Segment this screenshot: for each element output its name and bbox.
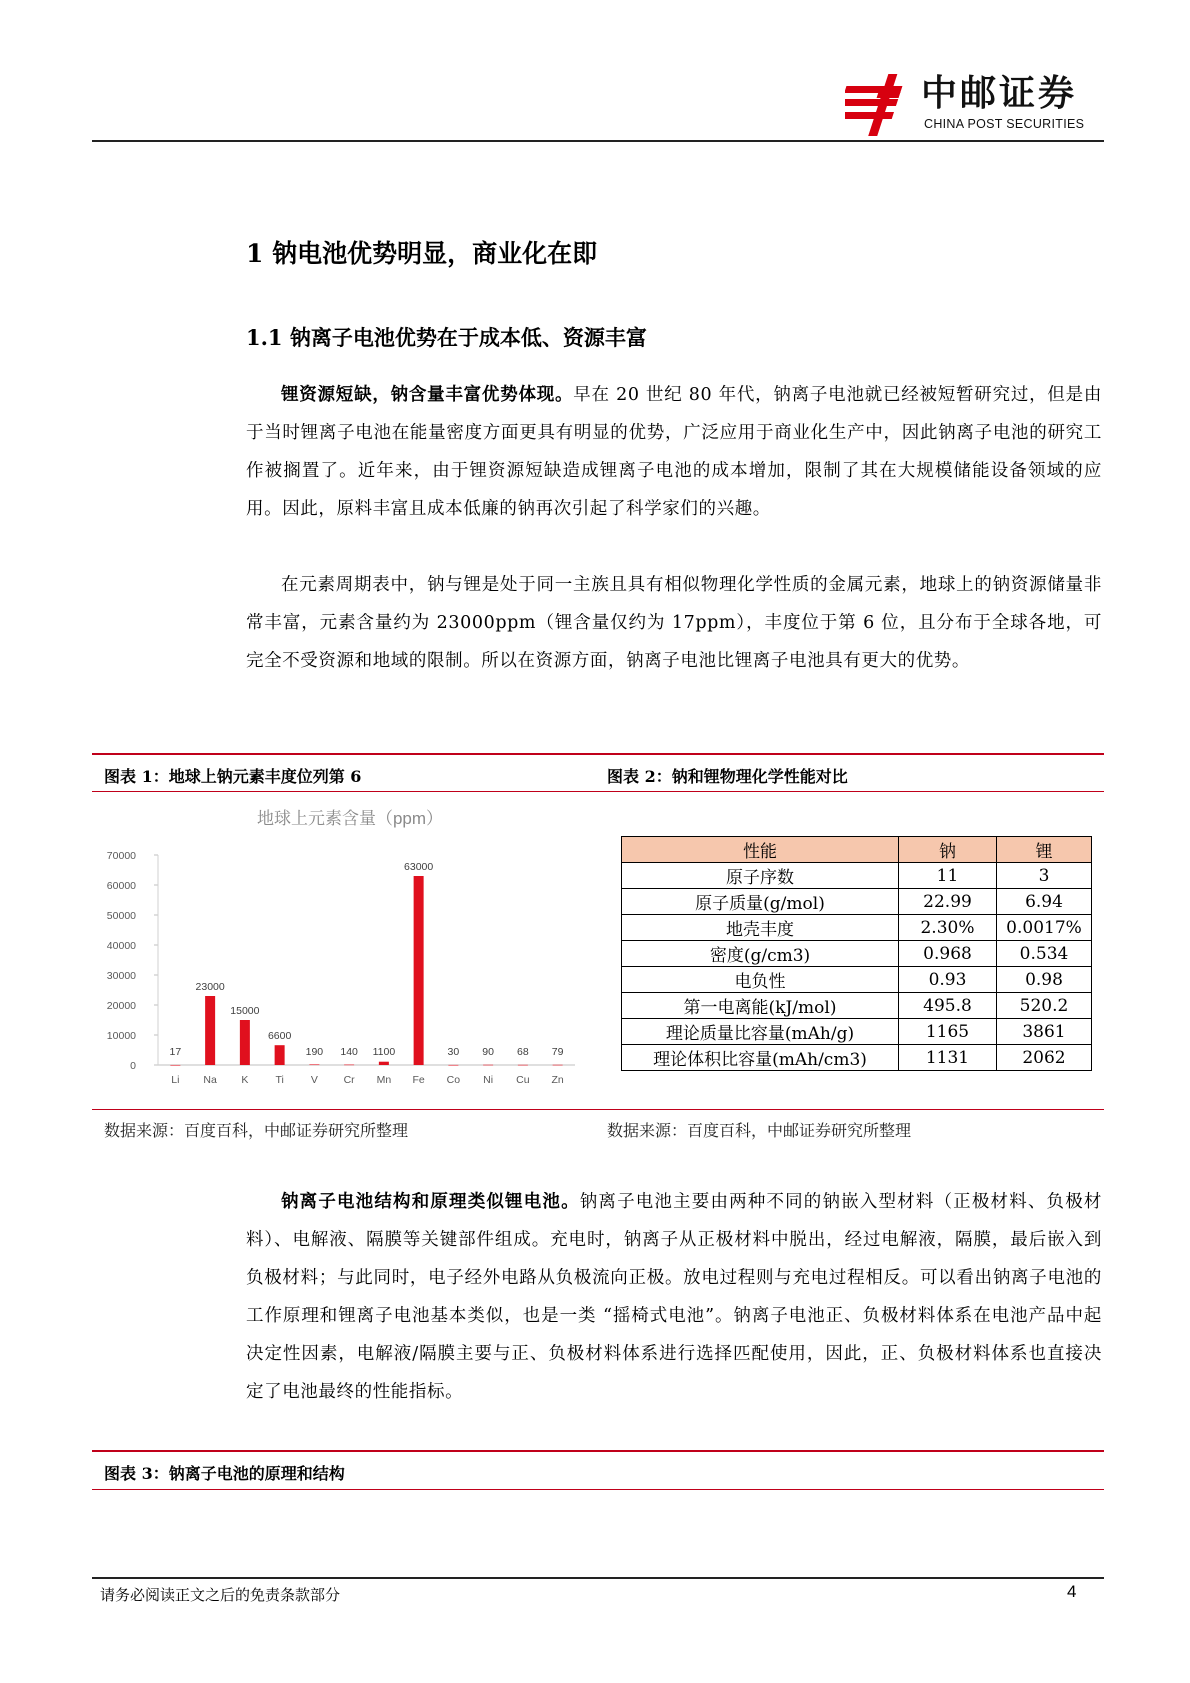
x-tick-label: Cu — [516, 1074, 530, 1086]
table-cell: 0.534 — [997, 941, 1092, 967]
bar-Fe — [414, 876, 424, 1065]
paragraph-lithium-shortage — [246, 376, 1102, 528]
table-header-cell: 锂 — [997, 837, 1092, 863]
table-row — [622, 941, 1092, 967]
y-tick-label: 10000 — [106, 1030, 136, 1042]
data-label-Zn: 79 — [551, 1046, 564, 1058]
table-cell: 3 — [997, 863, 1092, 889]
bar-Ti — [275, 1045, 285, 1065]
data-label-Li: 17 — [169, 1046, 182, 1058]
x-tick-label: K — [241, 1074, 249, 1086]
table-header-row — [622, 837, 1092, 863]
data-label-Ni: 90 — [482, 1046, 494, 1058]
x-tick-label: Fe — [412, 1074, 425, 1086]
paragraph-structure-principle — [246, 1183, 1102, 1411]
y-tick-label: 0 — [130, 1060, 136, 1072]
x-tick-label: Co — [446, 1074, 461, 1086]
table-cell: 520.2 — [997, 993, 1092, 1019]
table-cell: 11 — [899, 863, 997, 889]
x-tick-label: Cr — [343, 1074, 355, 1086]
figure-3-title-rule — [92, 1489, 1104, 1490]
figure-title-rule — [92, 791, 1104, 792]
x-tick-label: Ti — [275, 1074, 284, 1086]
y-tick-label: 50000 — [106, 910, 136, 922]
paragraph-lead: 锂资源短缺，钠含量丰富优势体现。 — [281, 385, 574, 405]
table-cell: 0.968 — [899, 941, 997, 967]
figure-2-source: 数据来源：百度百科，中邮证券研究所整理 — [607, 1121, 912, 1140]
bar-Zn — [553, 1065, 563, 1066]
table-cell: 0.98 — [997, 967, 1092, 993]
bar-K — [240, 1020, 250, 1065]
figure-1-title: 图表 1：地球上钠元素丰度位列第 6 — [104, 767, 362, 786]
figure-3-title: 图表 3：钠离子电池的原理和结构 — [104, 1464, 345, 1483]
disclaimer-note: 请务必阅读正文之后的免责条款部分 — [100, 1586, 341, 1604]
table-row — [622, 1045, 1092, 1071]
table-row — [622, 889, 1092, 915]
table-header-cell: 钠 — [899, 837, 997, 863]
brand-name-cn: 中邮证券 — [921, 73, 1078, 114]
figure-3-top-rule — [92, 1450, 1104, 1452]
table-cell: 0.93 — [899, 967, 997, 993]
data-label-Fe: 63000 — [404, 861, 434, 873]
table-row — [622, 993, 1092, 1019]
element-abundance-chart — [100, 805, 580, 1095]
table-cell: 2.30% — [899, 915, 997, 941]
table-cell: 1131 — [899, 1045, 997, 1071]
section-heading: 1 钠电池优势明显，商业化在即 — [246, 239, 598, 268]
bar-Cr — [344, 1065, 354, 1066]
data-label-Co: 30 — [447, 1046, 460, 1058]
table-row — [622, 863, 1092, 889]
figure-top-rule — [92, 753, 1104, 755]
table-cell: 495.8 — [899, 993, 997, 1019]
bar-Co — [448, 1065, 458, 1066]
x-tick-label: Na — [203, 1074, 217, 1086]
data-label-V: 190 — [305, 1046, 324, 1058]
subsection-heading: 1.1 钠离子电池优势在于成本低、资源丰富 — [246, 325, 647, 350]
y-tick-label: 20000 — [106, 1000, 136, 1012]
data-label-K: 15000 — [230, 1005, 260, 1017]
bar-Ni — [483, 1065, 493, 1066]
y-tick-label: 30000 — [106, 970, 136, 982]
paragraph-text: 早在 20 世纪 80 年代，钠离子电池就已经被短暂研究过，但是由于当时锂离子电池在能量密度方面更具有明显的优势，广泛应用于商业化生产中，因此钠离子电池的研究工作被搁置了。近年来，由于锂资源短缺造成锂离子电池的成本增加，限制了其在大规模储能设备领域的应用。因此，原料丰富且成本低廉的钠再次引起了科学家们的兴趣。 — [246, 385, 1102, 519]
table-cell: 6.94 — [997, 889, 1092, 915]
x-tick-label: V — [310, 1074, 318, 1086]
table-cell: 22.99 — [899, 889, 997, 915]
table-cell: 地壳丰度 — [622, 915, 899, 941]
table-cell: 0.0017% — [997, 915, 1092, 941]
y-tick-label: 60000 — [106, 880, 136, 892]
table-row — [622, 967, 1092, 993]
data-label-Cr: 140 — [340, 1046, 358, 1058]
x-tick-label: Ni — [483, 1074, 494, 1086]
x-tick-label: Li — [171, 1074, 180, 1086]
header-divider — [92, 140, 1104, 142]
paragraph-text: 钠离子电池主要由两种不同的钠嵌入型材料（正极材料、负极材料）、电解液、隔膜等关键部件组成。充电时，钠离子从正极材料中脱出，经过电解液，隔膜，最后嵌入到负极材料；与此同时，电子经外电路从负极流向正极。放电过程则与充电过程相反。可以看出钠离子电池的工作原理和锂离子电池基本类似，也是一类 “摇椅式电池”。钠离子电池正、负极材料体系在电池产品中起决定性因素，电解液/隔膜主要与正、负极材料体系进行选择匹配使用，因此，正、负极材料体系也直接决定了电池最终的性能指标。 — [246, 1192, 1102, 1402]
bar-V — [309, 1064, 319, 1065]
table-cell: 理论质量比容量(mAh/g) — [622, 1019, 899, 1045]
properties-comparison-table — [621, 836, 1092, 1071]
paragraph-sodium-abundance: 在元素周期表中，钠与锂是处于同一主族且具有相似物理化学性质的金属元素，地球上的钠资源储量非常丰富，元素含量约为 23000ppm（锂含量仅约为 17ppm），丰度位于第 6 位，且分布于全球各地，可完全不受资源和地域的限制。所以在资源方面，钠离子电池比锂离子电池具有更大的优势。 — [246, 575, 1102, 671]
data-label-Cu: 68 — [517, 1046, 529, 1058]
table-header-cell: 性能 — [622, 837, 899, 863]
x-tick-label: Zn — [551, 1074, 564, 1086]
paragraph-lead: 钠离子电池结构和原理类似锂电池。 — [281, 1192, 580, 1212]
table-cell: 原子序数 — [622, 863, 899, 889]
data-label-Mn: 1100 — [372, 1046, 396, 1058]
table-cell: 3861 — [997, 1019, 1092, 1045]
table-cell: 1165 — [899, 1019, 997, 1045]
table-cell: 2062 — [997, 1045, 1092, 1071]
bar-Na — [205, 996, 215, 1065]
data-label-Na: 23000 — [195, 981, 225, 993]
table-row — [622, 915, 1092, 941]
table-cell: 密度(g/cm3) — [622, 941, 899, 967]
table-cell: 第一电离能(kJ/mol) — [622, 993, 899, 1019]
bar-Cu — [518, 1065, 528, 1066]
bar-Li — [170, 1065, 180, 1066]
table-cell: 原子质量(g/mol) — [622, 889, 899, 915]
figure-2-title: 图表 2：钠和锂物理化学性能对比 — [607, 767, 848, 786]
china-post-logo-icon — [845, 72, 913, 138]
data-label-Ti: 6600 — [267, 1030, 292, 1043]
table-cell: 理论体积比容量(mAh/cm3) — [622, 1045, 899, 1071]
figure-1-source: 数据来源：百度百科，中邮证券研究所整理 — [104, 1121, 409, 1140]
bar-Mn — [379, 1062, 389, 1065]
chart-title: 地球上元素含量（ppm） — [256, 809, 444, 828]
figure-bottom-rule — [92, 1109, 1104, 1110]
y-tick-label: 70000 — [106, 850, 136, 862]
y-tick-label: 40000 — [106, 940, 136, 952]
footer-divider — [92, 1577, 1104, 1579]
x-tick-label: Mn — [376, 1074, 392, 1086]
brand-name-en: CHINA POST SECURITIES — [924, 117, 1085, 131]
table-cell: 电负性 — [622, 967, 899, 993]
page-number: 4 — [1067, 1582, 1077, 1601]
table-row — [622, 1019, 1092, 1045]
